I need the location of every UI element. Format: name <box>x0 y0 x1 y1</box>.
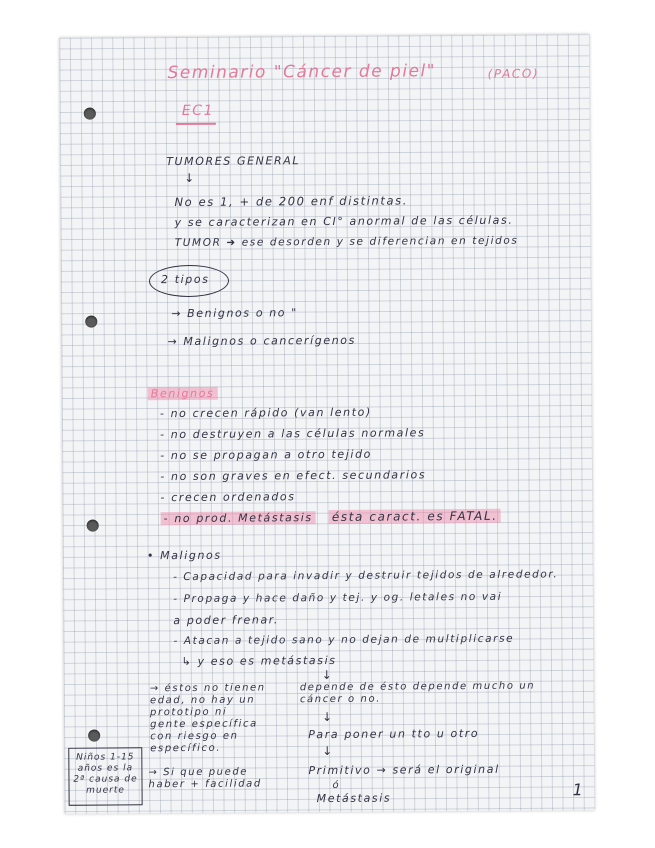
metastasis-note: Metástasis <box>316 791 392 806</box>
binder-hole <box>88 730 100 742</box>
tumores-line-2: y se caracterizan en CI° anormal de las células. <box>174 213 514 230</box>
tratamiento-note: Para poner un tto u otro <box>308 726 480 742</box>
malignos-heading: • Malignos <box>146 548 222 563</box>
depende-note: depende de ésto depende mucho un cáncer o no. <box>299 680 536 706</box>
benignos-item: - crecen ordenados <box>160 490 296 505</box>
benignos-heading-text: Benignos <box>148 387 218 400</box>
malignos-line: - Atacan a tejido sano y no dejan de multiplicarse <box>173 632 515 648</box>
binder-hole <box>84 108 96 120</box>
benignos-heading <box>148 387 218 400</box>
binder-hole <box>87 520 99 532</box>
primitivo-note: Primitivo → será el original <box>308 762 500 778</box>
age-box <box>68 747 142 806</box>
down-arrow-icon: ↓ <box>184 170 195 185</box>
tumores-line-1: No es 1, + de 200 enf distintas. <box>174 193 409 210</box>
subtitle: EC1 <box>181 102 215 120</box>
tumores-heading: TUMORES GENERAL <box>166 154 301 169</box>
facilidad-note: → Si que puede haber + facilidad <box>148 766 262 791</box>
or-note: ó <box>332 779 341 791</box>
tumores-line-3: TUMOR ➜ ese desorden y se diferencian en tejidos <box>174 234 519 250</box>
malignos-heading-text: Malignos <box>160 548 222 563</box>
down-arrow-icon: ↓ <box>322 743 333 759</box>
benignos-item: - no son graves en efect. secundarios <box>160 468 427 484</box>
malignos-line: - Propaga y hace daño y tej. y og. letales no vai <box>173 590 503 606</box>
down-arrow-icon: ↓ <box>321 709 333 725</box>
benignos-item: - no se propagan a otro tejido <box>160 447 373 463</box>
age-note: → éstos no tienen edad, no hay un prototipo ni gente específica con riesgo en específico. <box>149 682 266 755</box>
page-number: 1 <box>572 780 585 800</box>
binder-hole <box>85 316 97 328</box>
benignos-last-item-text: - no prod. Metástasis <box>161 511 316 525</box>
tipos-label: 2 tipos <box>160 272 210 287</box>
subtitle-underline <box>176 123 216 125</box>
tipos-item-malignos: → Malignos o cancerígenos <box>167 333 357 349</box>
tipos-item-benignos: → Benignos o no " <box>171 306 298 321</box>
malignos-line: - Capacidad para invadir y destruir tejidos de alrededor. <box>173 568 559 584</box>
benignos-item: - no destruyen a las células normales <box>160 426 426 442</box>
page-title: Seminario "Cáncer de piel" <box>167 61 437 84</box>
down-arrow-icon: ↓ <box>321 667 332 683</box>
age-box-text: Niños 1-15 años es la 2ª causa de muerte <box>73 752 138 796</box>
title-tag: (PACO) <box>487 66 540 81</box>
notebook-page <box>59 34 594 814</box>
malignos-line: a poder frenar. <box>173 613 280 628</box>
malignos-line: ↳ y eso es metástasis <box>181 653 337 669</box>
benignos-last-item <box>161 509 501 525</box>
benignos-item: - no crecen rápido (van lento) <box>159 405 372 421</box>
benignos-fatal-note: ésta caract. es FATAL. <box>329 509 501 524</box>
